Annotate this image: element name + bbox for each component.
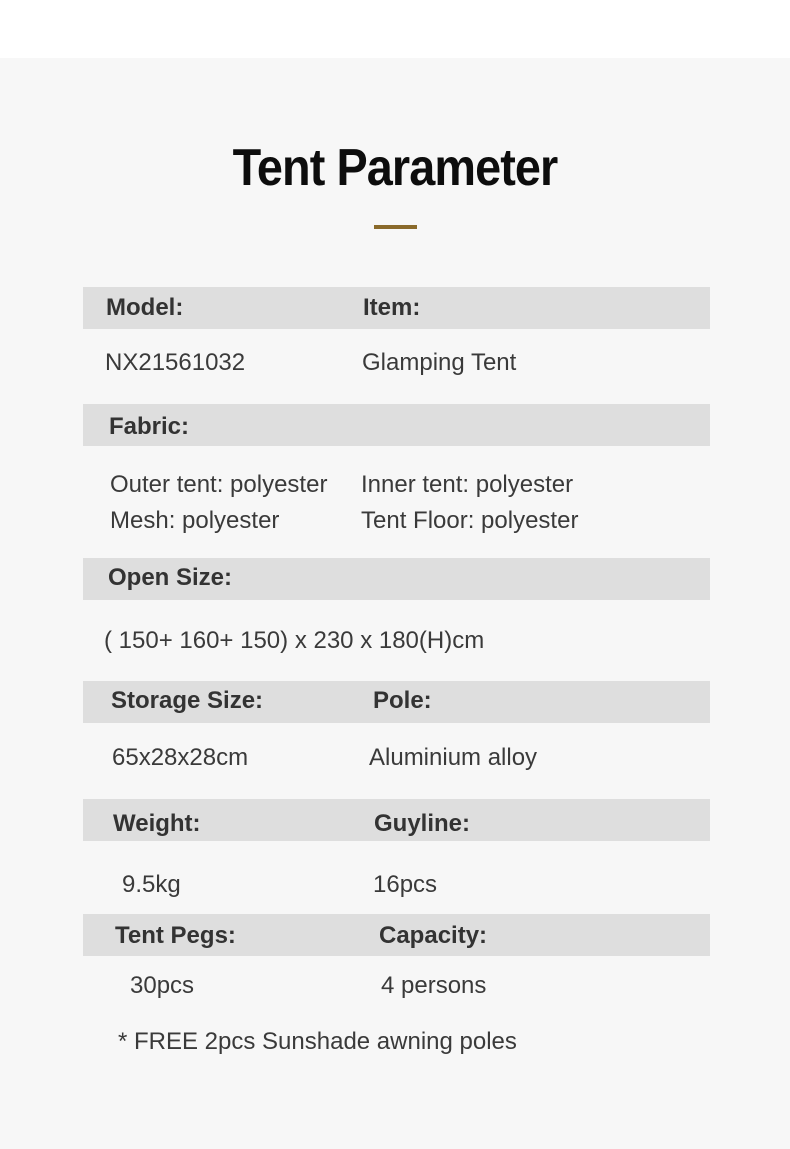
storage-size-value: 65x28x28cm (112, 744, 249, 771)
guyline-label: Guyline: (374, 810, 471, 837)
model-label: Model: (106, 294, 184, 321)
weight-value: 9.5kg (122, 871, 181, 898)
guyline-value: 16pcs (373, 871, 438, 898)
pole-label: Pole: (373, 687, 432, 714)
model-value: NX21561032 (105, 349, 246, 376)
capacity-value: 4 persons (381, 972, 487, 999)
storage-size-label: Storage Size: (111, 687, 264, 714)
fabric-label: Fabric: (109, 413, 190, 440)
fabric-floor-value: Tent Floor: polyester (361, 507, 579, 534)
free-poles-note: * FREE 2pcs Sunshade awning poles (118, 1028, 517, 1055)
weight-label: Weight: (113, 810, 201, 837)
item-label: Item: (363, 294, 421, 321)
capacity-label: Capacity: (379, 922, 488, 949)
fabric-inner-value: Inner tent: polyester (361, 471, 574, 498)
fabric-mesh-value: Mesh: polyester (110, 507, 280, 534)
page-title: Tent Parameter (232, 139, 558, 197)
fabric-outer-value: Outer tent: polyester (110, 471, 328, 498)
title-accent-divider (374, 225, 417, 229)
open-size-value: ( 150+ 160+ 150) x 230 x 180(H)cm (104, 627, 485, 654)
open-size-label: Open Size: (108, 564, 233, 591)
item-value: Glamping Tent (362, 349, 517, 376)
tent-pegs-label: Tent Pegs: (115, 922, 236, 949)
pole-value: Aluminium alloy (369, 744, 538, 771)
tent-pegs-value: 30pcs (130, 972, 195, 999)
